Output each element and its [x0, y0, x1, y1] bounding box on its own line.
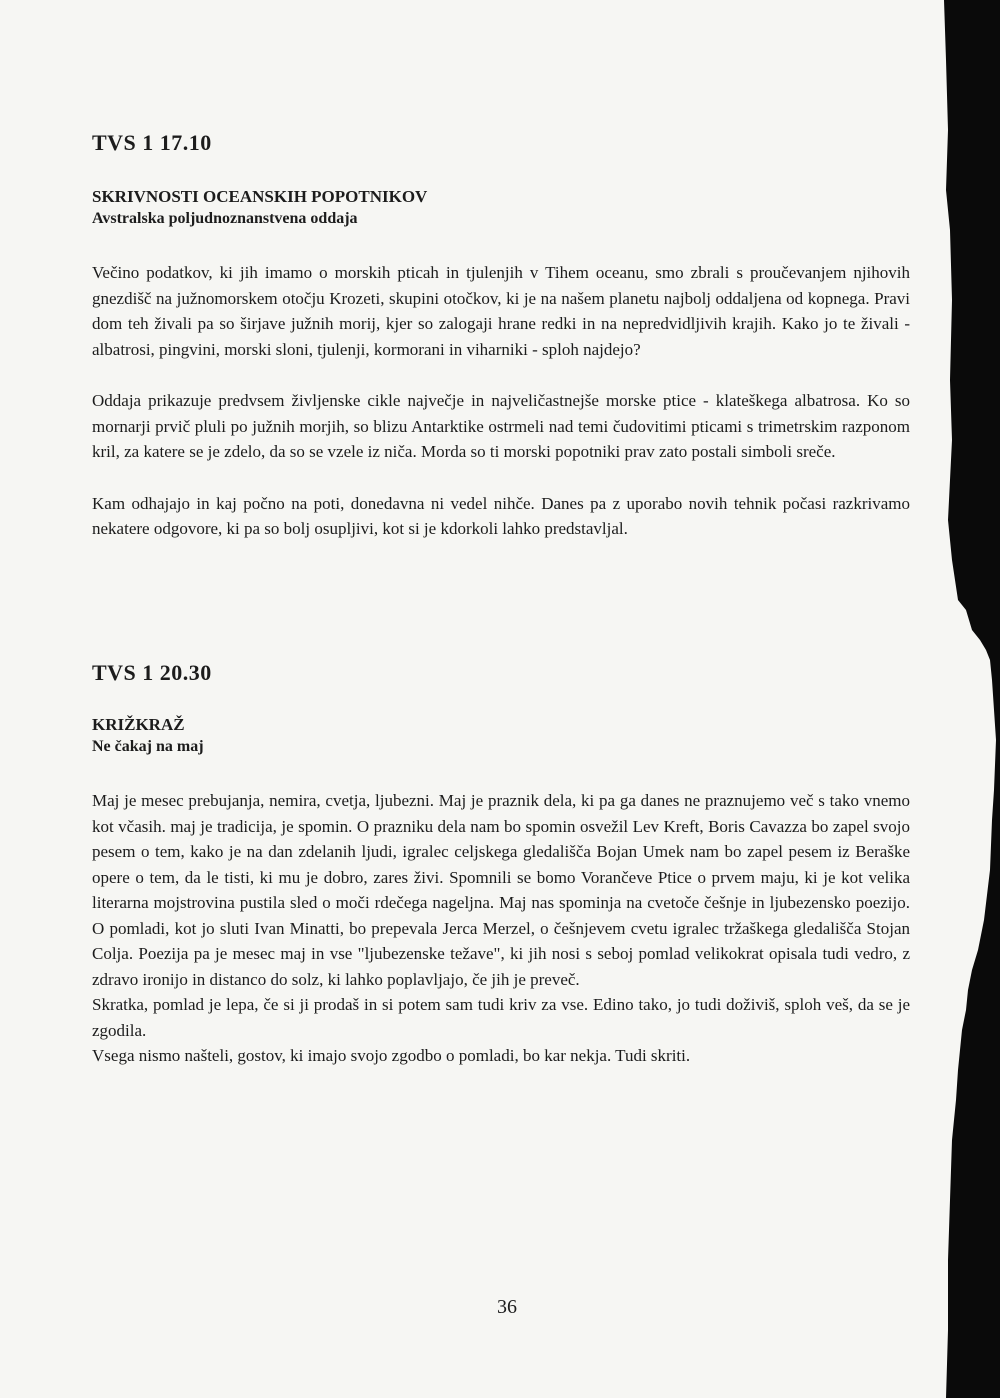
- broadcast-slot: TVS 1 20.30: [92, 660, 212, 685]
- program-subtitle: Avstralska poljudnoznanstvena oddaja: [92, 210, 358, 227]
- program-section-2: [92, 660, 910, 1069]
- program-paragraph: Maj je mesec prebujanja, nemira, cvetja, ljubezni. Maj je praznik dela, ki pa ga danes ne praznujemo več s tako vnemo kot včasih. maj je tradicija, je spomin. O prazniku dela nam bo spomin osvežil Lev Kreft, Boris Cavazza bo zapel svojo pesem o tem, kako je na dan zdelanih ljudi, igralec celjskega gledališča Bojan Umek nam bo zapel pesem iz Beraške opere o tem, da le tisti, ki mu je dobro, zares živi. Spomnili se bomo Vorančeve Ptice o prvem maju, ki je kot velika literarna mojstrovina pustila sled o moči rdečega nageljna. Maj nas spominja na cvetoče češnje in ljubezensko poezijo. O pomladi, kot jo sluti Ivan Minatti, bo prepevala Jerca Merzel, o češnjevem cvetu igralec tržaškega gledališča Stojan Colja. Poezija pa je mesec maj in vse "ljubezenske težave", ki jih nosi s seboj pomlad velikokrat opisala tudi vedro, z zdravo ironijo in distanco do solz, ki lahko poplavljajo, če jih je preveč.: [92, 791, 910, 989]
- program-paragraph: Skratka, pomlad je lepa, če si ji prodaš in si potem sam tudi kriv za vse. Edino tako, jo tudi doživiš, sploh veš, da se je zgodila.: [92, 995, 910, 1040]
- program-title: KRIŽKRAŽ: [92, 715, 185, 734]
- program-subtitle: Ne čakaj na maj: [92, 738, 204, 755]
- program-title: SKRIVNOSTI OCEANSKIH POPOTNIKOV: [92, 187, 428, 206]
- program-paragraph: Vsega nismo našteli, gostov, ki imajo svojo zgodbo o pomladi, bo kar nekja. Tudi skriti.: [92, 1046, 691, 1065]
- program-paragraph: Oddaja prikazuje predvsem življenske cikle največje in najveličastnejše morske ptice - klateškega albatrosa. Ko so mornarji prvič pluli po južnih morjih, so blizu Antarktike ostrmeli nad temi čudovitimi pticami s trimetrskim razponom kril, za katere se je zdelo, da so se vzele iz niča. Morda so ti morski popotniki prav zato postali simboli sreče.: [92, 391, 910, 461]
- program-paragraph: Večino podatkov, ki jih imamo o morskih pticah in tjulenjih v Tihem oceanu, smo zbrali s proučevanjem njihovih gnezdišč na južnomorskem otočju Krozeti, skupini otočkov, ki je na našem planetu najbolj oddaljena od kopnega. Pravi dom teh živali pa so širjave južnih morij, kjer so zalogaji hrane redki in na nepredvidljivih krajih. Kako jo te živali - albatrosi, pingvini, morski sloni, tjulenji, kormorani in viharniki - sploh najdejo?: [92, 263, 910, 359]
- program-paragraph: Kam odhajajo in kaj počno na poti, donedavna ni vedel nihče. Danes pa z uporabo novih tehnik počasi razkrivamo nekatere odgovore, ki pa so bolj osupljivi, kot si je kdorkoli lahko predstavljal.: [92, 493, 910, 538]
- page-number: 36: [497, 1296, 517, 1318]
- broadcast-slot: TVS 1 17.10: [92, 130, 212, 155]
- program-section-1: [92, 130, 910, 542]
